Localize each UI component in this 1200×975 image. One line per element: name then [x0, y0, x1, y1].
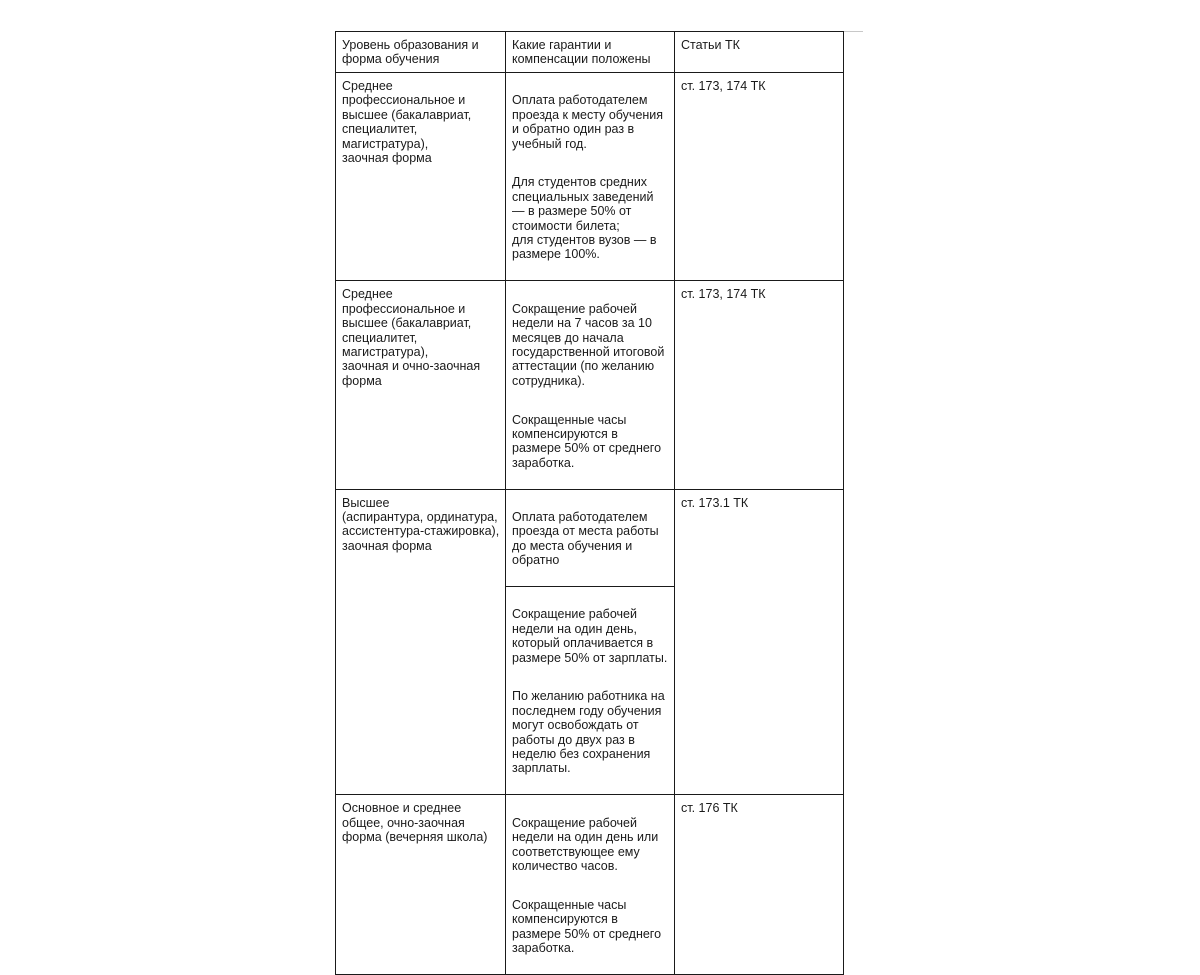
table-row [336, 281, 844, 489]
guarantee-paragraph: Сокращенные часы компенсируются в размере 50% от среднего заработка. [512, 412, 662, 470]
guarantee-paragraph: Оплата работодателем проезда к месту обучения и обратно один раз в учебный год. [512, 93, 664, 151]
guarantee-paragraph: Сокращение рабочей недели на 7 часов за 10 месяцев до начала государственной итоговой аттестации (по желанию сотрудника). [512, 301, 665, 388]
articles-cell: ст. 173, 174 ТК [675, 281, 844, 489]
guarantees-cell [506, 281, 675, 489]
guarantees-cell [506, 489, 675, 586]
table-row [336, 73, 844, 281]
table-header-row [336, 32, 844, 73]
guarantee-paragraph: Сокращение рабочей недели на один день или соответствующее ему количество часов. [512, 815, 659, 873]
header-guarantees: Какие гарантии и компенсации положены [506, 32, 675, 73]
guarantee-paragraph: Сокращение рабочей недели на один день, который оплачивается в размере 50% от зарплаты. [512, 607, 668, 665]
guarantee-paragraph: Оплата работодателем проезда от места работы до места обучения и обратно [512, 509, 659, 568]
education-level-cell: Среднее профессиональное и высшее (бакалавриат, специалитет, магистратура), заочная форма [336, 73, 506, 281]
education-level-cell: Высшее (аспирантура, ординатура, ассистентура-стажировка), заочная форма [336, 489, 506, 795]
guarantee-paragraph: Для студентов средних специальных заведений — в размере 50% от стоимости билета; для студентов вузов — в размере 100%. [512, 175, 657, 262]
articles-cell: ст. 176 ТК [675, 795, 844, 974]
education-level-cell: Основное и среднее общее, очно-заочная форма (вечерняя школа) [336, 795, 506, 974]
guarantee-paragraph: По желанию работника на последнем году обучения могут освобождать от работы до двух раз в неделю без сохранения зарплаты. [512, 689, 665, 776]
articles-cell: ст. 173, 174 ТК [675, 73, 844, 281]
guarantees-cell [506, 587, 675, 795]
education-level-cell: Среднее профессиональное и высшее (бакалавриат, специалитет, магистратура), заочная и очно-заочная форма [336, 281, 506, 489]
guarantee-paragraph: Сокращенные часы компенсируются в размере 50% от среднего заработка. [512, 897, 662, 955]
table-row [336, 795, 844, 974]
table-row [336, 489, 844, 586]
header-articles: Статьи ТК [675, 32, 844, 73]
guarantees-table [335, 31, 844, 975]
decorative-line [843, 31, 863, 32]
guarantees-cell [506, 73, 675, 281]
articles-cell: ст. 173.1 ТК [675, 489, 844, 795]
guarantees-cell [506, 795, 675, 974]
header-education-level: Уровень образования и форма обучения [336, 32, 506, 73]
